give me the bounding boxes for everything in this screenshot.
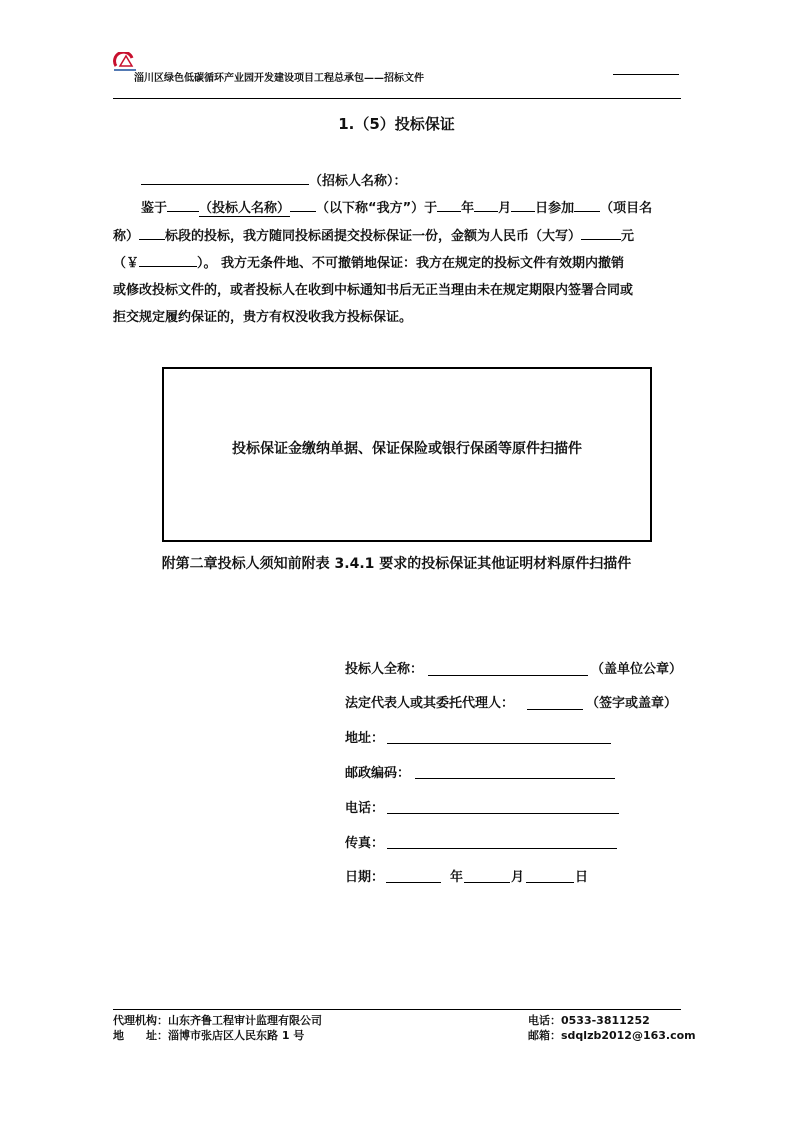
- fax-line: [387, 848, 617, 849]
- paragraph-line-5: 拒交规定履约保证的，贵方有权没收我方投标保证。: [113, 310, 413, 325]
- bidder-line: [428, 675, 588, 676]
- phone-label: 电话：: [345, 801, 385, 816]
- paragraph-line-1: 鉴于 （投标人名称） （以下称“我方”）于 年 月 日参加 （项目名: [141, 201, 653, 216]
- address-label: 地址：: [345, 731, 385, 746]
- rep-suffix: （签字或盖章）: [586, 696, 678, 711]
- paragraph-line-3: （￥ ）。 我方无条件地、不可撤销地保证：我方在规定的投标文件有效期内撤销: [113, 256, 625, 271]
- page-title: 1.（5）投标保证: [338, 115, 455, 133]
- rep-label: 法定代表人或其委托代理人：: [345, 696, 515, 711]
- scan-placeholder-text: 投标保证金缴纳单据、保证保险或银行保函等原件扫描件: [232, 441, 582, 457]
- date-day: 日: [575, 870, 589, 885]
- date-month-line: [464, 882, 510, 883]
- fax-label: 传真：: [345, 836, 385, 851]
- date-year: 年: [450, 870, 464, 885]
- footer-address: 地 址：淄博市张店区人民东路 1 号: [113, 1029, 305, 1042]
- date-day-line: [526, 882, 574, 883]
- recipient-line: [141, 170, 407, 189]
- recipient-suffix: （招标人名称）：: [309, 174, 407, 189]
- bidder-name-placeholder: （投标人名称）: [199, 201, 291, 216]
- header-short-rule: [613, 74, 679, 75]
- address-line: [387, 743, 611, 744]
- postcode-label: 邮政编码：: [345, 766, 411, 781]
- paragraph-line-4: 或修改投标文件的，或者投标人在收到中标通知书后无正当理由未在规定期限内签署合同或: [113, 283, 634, 298]
- footer-phone: 电话：0533-3811252: [528, 1014, 650, 1027]
- attachment-note: 附第二章投标人须知前附表 3.4.1 要求的投标保证其他证明材料原件扫描件: [161, 556, 632, 572]
- recipient-blank: [141, 172, 309, 185]
- postcode-line: [415, 778, 615, 779]
- footer-rule: [113, 1009, 681, 1010]
- date-year-line: [386, 882, 441, 883]
- phone-line: [387, 813, 619, 814]
- footer-email: 邮箱：sdqlzb2012@163.com: [528, 1029, 696, 1042]
- date-month: 月: [511, 870, 525, 885]
- header-title: 淄川区绿色低碳循环产业园开发建设项目工程总承包——招标文件: [134, 73, 424, 84]
- date-label: 日期：: [345, 870, 385, 885]
- header-rule: [113, 98, 681, 99]
- paragraph-line-2: 称） 标段的投标，我方随同投标函提交投标保证一份，金额为人民币（大写） 元: [113, 229, 635, 244]
- footer-agency: 代理机构：山东齐鲁工程审计监理有限公司: [113, 1014, 322, 1027]
- bidder-suffix: （盖单位公章）: [591, 662, 683, 677]
- rep-line: [527, 709, 583, 710]
- bidder-label: 投标人全称：: [345, 662, 424, 677]
